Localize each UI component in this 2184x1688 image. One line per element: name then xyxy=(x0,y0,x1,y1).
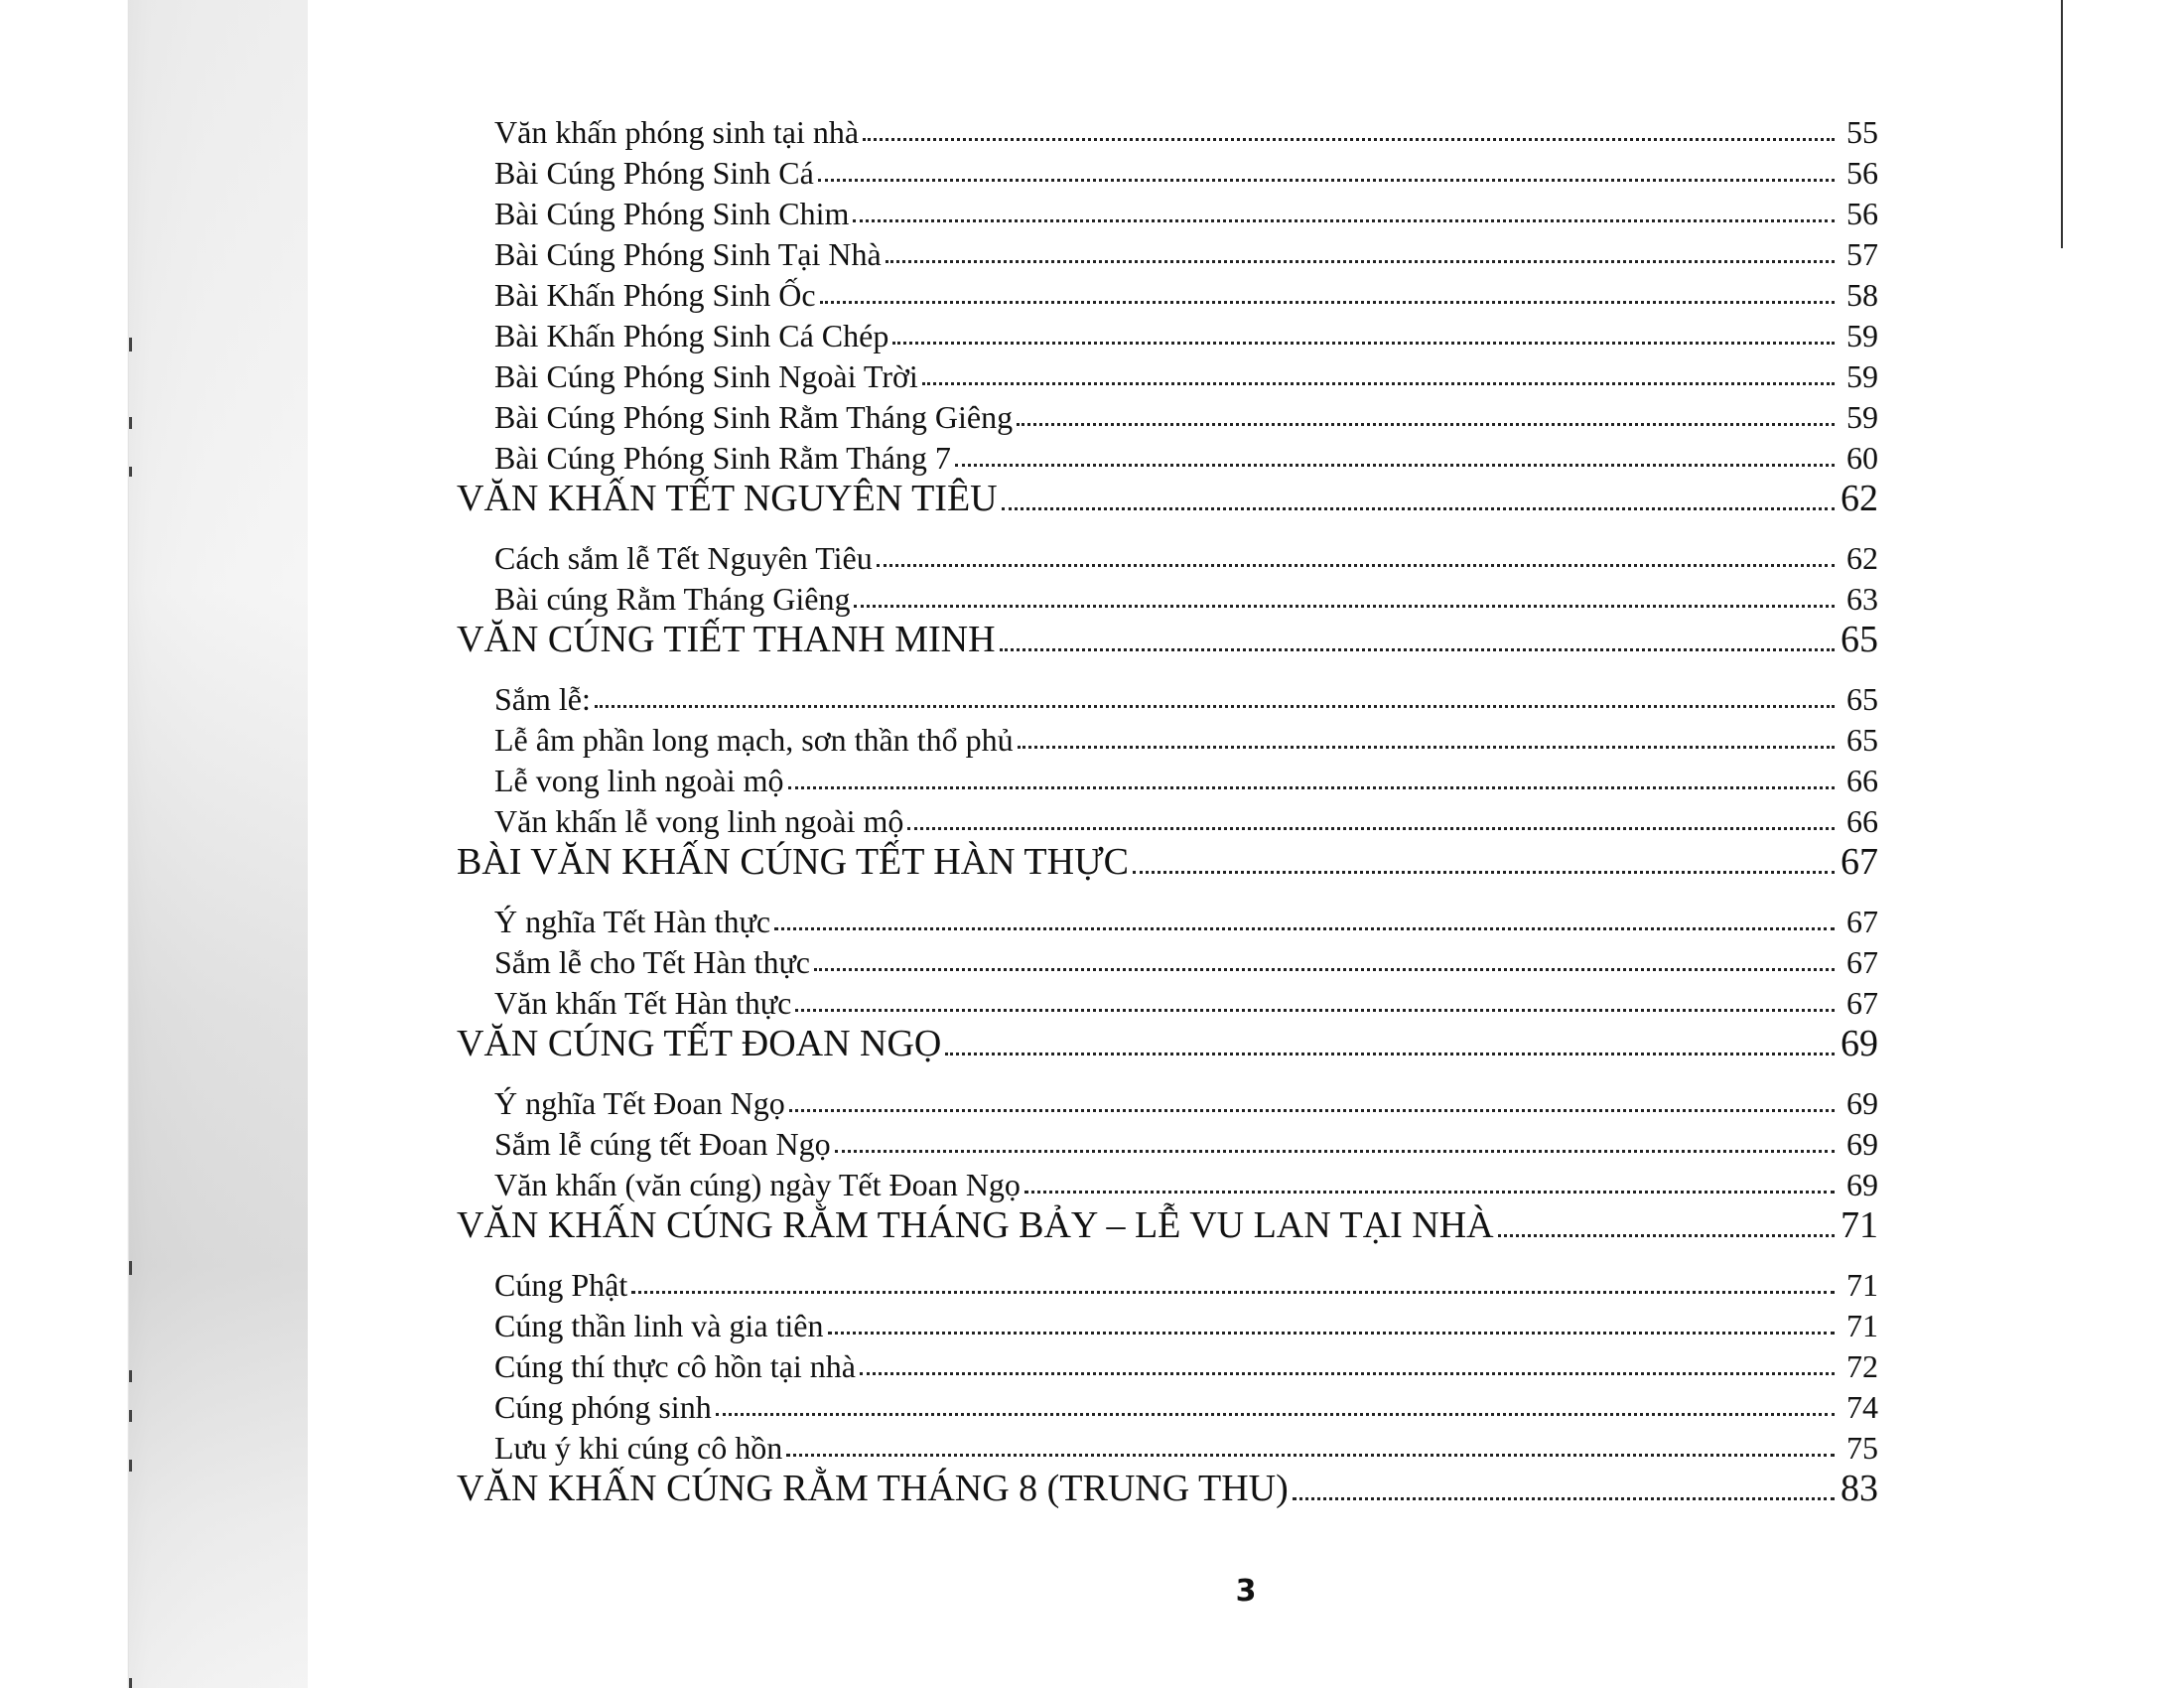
dot-leader xyxy=(1017,423,1835,426)
dot-leader xyxy=(595,705,1835,708)
toc-entry-page: 69 xyxy=(1846,1085,1878,1121)
toc-entry-page: 56 xyxy=(1846,155,1878,191)
toc-entry-title: Cách sắm lễ Tết Nguyên Tiêu xyxy=(494,540,873,576)
dot-leader xyxy=(716,1413,1835,1416)
toc-entry-title: Lễ âm phần long mạch, sơn thần thổ phủ xyxy=(494,722,1014,758)
toc-entry-title: Văn khấn phóng sinh tại nhà xyxy=(494,114,860,150)
toc-entry-page: 71 xyxy=(1846,1308,1878,1343)
margin-tick xyxy=(129,1410,132,1422)
toc-entry-title: Văn khấn Tết Hàn thực xyxy=(494,985,792,1021)
dot-leader xyxy=(1018,746,1835,749)
toc-entry[interactable] xyxy=(457,1119,1878,1160)
toc-entry[interactable] xyxy=(457,1423,1878,1464)
toc-entry-page: 71 xyxy=(1841,1204,1878,1246)
toc-entry-page: 57 xyxy=(1846,236,1878,272)
toc-entry-page: 72 xyxy=(1846,1348,1878,1384)
dot-leader xyxy=(820,301,1835,304)
toc-entry-page: 66 xyxy=(1846,763,1878,798)
dot-leader xyxy=(814,968,1835,971)
margin-tick xyxy=(129,338,132,352)
toc-entry[interactable] xyxy=(457,392,1878,433)
dot-leader xyxy=(1024,1191,1835,1194)
toc-entry[interactable] xyxy=(457,756,1878,796)
page-number: 3 xyxy=(1235,1574,1257,1609)
toc-entry-title: Cúng phóng sinh xyxy=(494,1389,712,1425)
toc-entry-title: Bài Khấn Phóng Sinh Cá Chép xyxy=(494,318,889,353)
dot-leader xyxy=(945,1053,1835,1055)
scan-binding-shadow xyxy=(129,0,308,1688)
toc-entry-page: 58 xyxy=(1846,277,1878,313)
toc-entry-title: VĂN CÚNG TẾT ĐOAN NGỌ xyxy=(457,1023,942,1064)
toc-entry[interactable] xyxy=(457,229,1878,270)
toc-entry[interactable] xyxy=(457,1382,1878,1423)
toc-entry-title: Sắm lễ cho Tết Hàn thực xyxy=(494,944,810,980)
toc-entry-page: 60 xyxy=(1846,440,1878,476)
toc-entry[interactable] xyxy=(457,574,1878,615)
toc-entry[interactable] xyxy=(457,674,1878,715)
toc-entry-page: 56 xyxy=(1846,196,1878,231)
toc-entry[interactable] xyxy=(457,352,1878,392)
toc-entry[interactable] xyxy=(457,270,1878,311)
toc-entry-page: 75 xyxy=(1846,1430,1878,1466)
dot-leader xyxy=(863,138,1835,141)
toc-entry[interactable] xyxy=(457,1160,1878,1200)
dot-leader xyxy=(860,1372,1835,1375)
toc-entry-page: 55 xyxy=(1846,114,1878,150)
margin-tick xyxy=(129,1370,132,1382)
margin-tick xyxy=(129,1678,132,1688)
margin-tick xyxy=(129,467,132,477)
toc-section-entry[interactable] xyxy=(457,837,1878,881)
toc-entry-page: 71 xyxy=(1846,1267,1878,1303)
toc-entry-title: Bài Cúng Phóng Sinh Tại Nhà xyxy=(494,236,882,272)
dot-leader xyxy=(774,927,1835,930)
toc-entry-title: VĂN KHẤN CÚNG RẰM THÁNG 8 (TRUNG THU) xyxy=(457,1468,1289,1509)
toc-entry-page: 67 xyxy=(1846,985,1878,1021)
toc-entry[interactable] xyxy=(457,978,1878,1019)
toc-entry[interactable] xyxy=(457,937,1878,978)
toc-entry-page: 63 xyxy=(1846,581,1878,617)
dot-leader xyxy=(828,1332,1836,1335)
toc-entry-title: VĂN CÚNG TIẾT THANH MINH xyxy=(457,619,996,660)
dot-leader xyxy=(835,1150,1835,1153)
toc-entry-page: 67 xyxy=(1841,841,1878,883)
toc-entry-title: Văn khấn lễ vong linh ngoài mộ xyxy=(494,803,904,839)
toc-entry[interactable] xyxy=(457,533,1878,574)
toc-entry[interactable] xyxy=(457,148,1878,189)
toc-section-entry[interactable] xyxy=(457,474,1878,517)
toc-entry[interactable] xyxy=(457,1301,1878,1341)
toc-entry-title: Bài Cúng Phóng Sinh Cá xyxy=(494,155,814,191)
toc-entry-title: Bài cúng Rằm Tháng Giêng xyxy=(494,581,851,617)
dot-leader xyxy=(1002,507,1835,510)
toc-section-entry[interactable] xyxy=(457,1200,1878,1244)
toc-entry-page: 66 xyxy=(1846,803,1878,839)
margin-marks xyxy=(129,0,139,1688)
dot-leader xyxy=(789,1109,1835,1112)
toc-entry-title: Bài Cúng Phóng Sinh Chim xyxy=(494,196,850,231)
margin-tick xyxy=(129,1261,132,1275)
toc-entry-page: 59 xyxy=(1846,358,1878,394)
dot-leader xyxy=(1000,648,1835,651)
toc-entry-title: Cúng thí thực cô hồn tại nhà xyxy=(494,1348,856,1384)
toc-entry[interactable] xyxy=(457,107,1878,148)
toc-section-entry[interactable] xyxy=(457,615,1878,658)
dot-leader xyxy=(1293,1497,1835,1500)
dot-leader xyxy=(922,382,1835,385)
dot-leader xyxy=(786,1454,1835,1457)
toc-entry-title: Văn khấn (văn cúng) ngày Tết Đoan Ngọ xyxy=(494,1167,1021,1202)
toc-entry-title: Bài Cúng Phóng Sinh Ngoài Trời xyxy=(494,358,918,394)
toc-entry-page: 69 xyxy=(1841,1023,1878,1064)
toc-entry-title: Ý nghĩa Tết Đoan Ngọ xyxy=(494,1085,785,1121)
page-right-border xyxy=(2061,0,2063,248)
dot-leader xyxy=(1498,1234,1835,1237)
toc-entry[interactable] xyxy=(457,1078,1878,1119)
toc-entry-title: Cúng Phật xyxy=(494,1267,628,1303)
dot-leader xyxy=(1133,871,1835,874)
toc-entry-title: VĂN KHẤN CÚNG RẰM THÁNG BẢY – LỄ VU LAN TẠI NHÀ xyxy=(457,1204,1494,1246)
dot-leader xyxy=(955,464,1835,467)
toc-entry-page: 69 xyxy=(1846,1167,1878,1202)
dot-leader xyxy=(886,260,1835,263)
dot-leader xyxy=(853,219,1835,222)
toc-entry-title: Bài Khấn Phóng Sinh Ốc xyxy=(494,277,816,313)
table-of-contents xyxy=(457,107,1878,1507)
toc-entry-page: 65 xyxy=(1846,681,1878,717)
toc-section-entry[interactable] xyxy=(457,1464,1878,1507)
toc-entry[interactable] xyxy=(457,189,1878,229)
toc-entry-page: 65 xyxy=(1841,619,1878,660)
toc-entry-page: 65 xyxy=(1846,722,1878,758)
toc-entry-page: 62 xyxy=(1846,540,1878,576)
toc-entry[interactable] xyxy=(457,1341,1878,1382)
toc-entry-page: 69 xyxy=(1846,1126,1878,1162)
toc-entry-page: 59 xyxy=(1846,399,1878,435)
toc-entry-title: Bài Cúng Phóng Sinh Rằm Tháng 7 xyxy=(494,440,951,476)
toc-entry-page: 67 xyxy=(1846,904,1878,939)
toc-entry-page: 67 xyxy=(1846,944,1878,980)
margin-tick xyxy=(129,417,132,429)
toc-section-entry[interactable] xyxy=(457,1019,1878,1062)
toc-entry-title: Bài Cúng Phóng Sinh Rằm Tháng Giêng xyxy=(494,399,1014,435)
dot-leader xyxy=(907,827,1835,830)
toc-entry-title: Ý nghĩa Tết Hàn thực xyxy=(494,904,771,939)
dot-leader xyxy=(854,605,1835,608)
toc-entry-title: Sắm lễ: xyxy=(494,681,591,717)
toc-entry-page: 74 xyxy=(1846,1389,1878,1425)
toc-entry[interactable] xyxy=(457,433,1878,474)
dot-leader xyxy=(892,342,1835,345)
toc-entry-page: 83 xyxy=(1841,1468,1878,1509)
dot-leader xyxy=(818,179,1835,182)
toc-entry-page: 62 xyxy=(1841,478,1878,519)
dot-leader xyxy=(631,1291,1835,1294)
dot-leader xyxy=(788,786,1835,789)
toc-entry-title: Cúng thần linh và gia tiên xyxy=(494,1308,824,1343)
dot-leader xyxy=(795,1009,1835,1012)
toc-entry[interactable] xyxy=(457,311,1878,352)
toc-entry[interactable] xyxy=(457,796,1878,837)
toc-entry-title: BÀI VĂN KHẤN CÚNG TẾT HÀN THỰC xyxy=(457,841,1129,883)
toc-entry[interactable] xyxy=(457,897,1878,937)
toc-entry[interactable] xyxy=(457,1260,1878,1301)
margin-tick xyxy=(129,1460,132,1472)
dot-leader xyxy=(877,564,1835,567)
toc-entry-title: Lưu ý khi cúng cô hồn xyxy=(494,1430,783,1466)
toc-entry-page: 59 xyxy=(1846,318,1878,353)
toc-entry[interactable] xyxy=(457,715,1878,756)
toc-entry-title: VĂN KHẤN TẾT NGUYÊN TIÊU xyxy=(457,478,998,519)
toc-entry-title: Lễ vong linh ngoài mộ xyxy=(494,763,784,798)
toc-entry-title: Sắm lễ cúng tết Đoan Ngọ xyxy=(494,1126,831,1162)
